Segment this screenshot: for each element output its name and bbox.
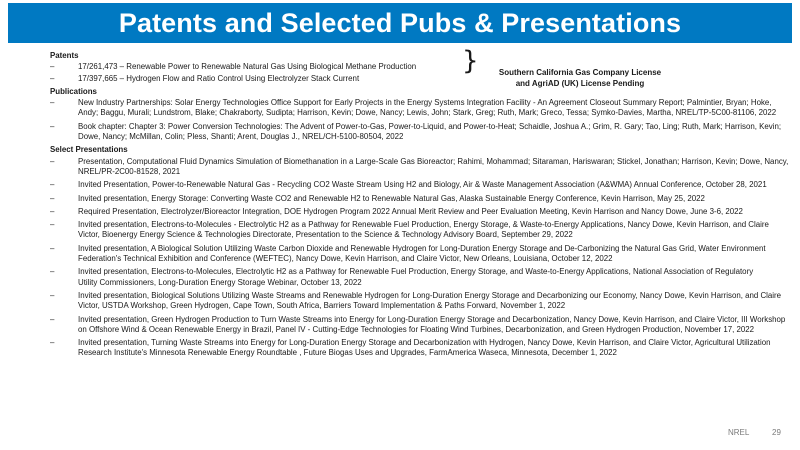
presentation-item (50, 244, 790, 265)
bullet-dash: – (50, 156, 55, 166)
bullet-dash: – (50, 267, 55, 277)
license-line: Southern California Gas Company License (498, 68, 662, 77)
publications-section (50, 87, 790, 142)
page-number: 29 (772, 428, 781, 437)
publication-text: New Industry Partnerships: Solar Energy Technologies Office Support for Early Projects in the Energy Systems Integration Facility - An Agreement Closeout Summary Report; Palmintier, Bryan; Hoke, Andy; Baggu, Murali; Lundstrom, Blake; Chakraborty, Sudipta; Harrison, Kevin; Dowe, Nancy; Lewis, John; Stark, Greg; Ruth, Mark; Greco, Tessa; Symko-Davies, Martha, NREL/TP-5C00-81106, 2022 (78, 98, 777, 118)
slide-title: Patents and Selected Pubs & Presentations (118, 7, 682, 38)
presentation-item (50, 194, 790, 204)
presentation-text: Invited Presentation, Power-to-Renewable Natural Gas - Recycling CO2 Waste Stream Using H2 and Biology, Air & Waste Management Association (A&WMA) Annual Conference, October 28, 2021 (78, 180, 767, 190)
bullet-dash: – (50, 220, 55, 230)
patent-text: 17/261,473 – Renewable Power to Renewable Natural Gas Using Biological Methane Production (78, 62, 417, 72)
presentation-text: Required Presentation, Electrolyzer/Bioreactor Integration, DOE Hydrogen Program 2022 Annual Merit Review and Peer Evaluation Meeting, Kevin Harrison and Nancy Dowe, June 3-6, 2022 (78, 206, 743, 216)
bullet-dash: – (50, 314, 55, 324)
presentation-item (50, 207, 790, 217)
presentation-item (50, 315, 790, 336)
bullet-dash: – (50, 62, 55, 72)
publication-item (50, 122, 790, 143)
patent-text: 17/397,665 – Hydrogen Flow and Ratio Control Using Electrolyzer Stack Current (78, 73, 360, 83)
presentation-item (50, 338, 790, 359)
curly-brace-icon: } (462, 46, 479, 76)
presentation-item (50, 157, 790, 178)
bullet-dash: – (50, 98, 55, 108)
publications-heading: Publications (50, 86, 97, 96)
presentation-text: Presentation, Computational Fluid Dynamics Simulation of Biomethanation in a Large-Scale Gas Bioreactor; Rahimi, Mohammad; Sitaraman, Hariswaran; Stickel, Jonathan; Harrison, Kevin; Dowe, Nancy, NREL/PR-2C00-81528, 2021 (78, 156, 789, 176)
publication-item (50, 98, 790, 119)
presentation-text: Invited presentation, Biological Solutions Utilizing Waste Streams and Renewable Hydrogen for Long-Duration Energy Storage and Decarbonizing our Economy, Nancy Dowe, Kevin Harrison, and Claire Victor, USTDA Workshop, Green Hydrogen, Cape Town, South Africa, Barriers Toward Implementation & Paths Forward, November 1, 2022 (78, 290, 782, 311)
patents-section (50, 46, 790, 88)
presentation-item (50, 291, 790, 312)
presentation-text: Invited presentation, Turning Waste Streams into Energy for Long-Duration Energy Storage and Decarbonization with Hydrogen, Nancy Dowe, Kevin Harrison, and Claire Victor, Agricultural Utilization Research Institute's Minnesota Renewable Energy Roundtable , Future Biogas Uses and Upgrades, FarmAmerica Waseca, Minnesota, December 1, 2022 (78, 338, 771, 358)
patents-heading: Patents (50, 51, 79, 60)
bullet-dash: – (50, 338, 55, 348)
presentation-text: Invited presentation, Green Hydrogen Production to Turn Waste Streams into Energy for Long-Duration Energy Storage and Decarbonization, Nancy Dowe, Kevin Harrison, and Claire Victor, III Workshop on Offshore Wind & Ocean Renewable Energy in Brazil, Panel IV - Cutting-Edge Technologies for Floating Wind Turbines, Decarbonization, and Green Hydrogen Production, November 17, 2022 (78, 314, 786, 334)
bullet-dash: – (50, 206, 55, 216)
bullet-dash: – (50, 121, 55, 131)
bullet-dash: – (50, 180, 55, 190)
presentation-item (50, 220, 790, 241)
presentation-item (50, 267, 790, 288)
footer-org: NREL (728, 428, 750, 437)
license-note (480, 67, 680, 89)
presentation-text: Invited presentation, Electrons-to-Molecules, Electrolytic H2 as a Pathway for Renewable Fuel Production, Energy Storage, and Waste-to-Energy Applications, National Association of Regulatory Utility Commissioners, Long-Duration Energy Storage Webinar, October 13, 2022 (78, 267, 780, 287)
presentations-heading: Select Presentations (50, 145, 128, 155)
publication-text: Book chapter: Chapter 3: Power Conversion Technologies: The Advent of Power-to-Gas, Power-to-Liquid, and Power-to-Heat; Schaidle, Joshua A.; Grim, R. Gary; Tao, Ling; Ruth, Mark; Harrison, Kevin; Dowe, Nancy; McMillan, Colin; Pless, Shanti; Arent, Douglas J., NREL/CH-5100-80504, 2022 (78, 121, 782, 142)
presentation-text: Invited presentation, Electrons-to-Molecules - Electrolytic H2 as a Pathway for Renewable Fuel Production, Energy Storage, & Waste-to-Energy Applications, Nancy Dowe, Kevin Harrison, and Claire Victor, Bioenergy Energy Science & Technologies Directorate, Presentation to the Science & Technology Advisory Board, September 29, 2022 (78, 220, 769, 240)
presentations-section (50, 145, 790, 358)
bullet-dash: – (50, 193, 55, 203)
presentation-text: Invited presentation, Energy Storage: Converting Waste CO2 and Renewable H2 to Renewable Natural Gas, Alaska Sustainable Energy Conference, Kevin Harrison, May 25, 2022 (78, 193, 705, 203)
bullet-dash: – (50, 73, 55, 83)
slide-content (50, 46, 790, 362)
bullet-dash: – (50, 290, 55, 300)
bullet-dash: – (50, 243, 55, 253)
title-banner (8, 3, 792, 43)
presentation-item (50, 180, 790, 190)
presentation-text: Invited presentation, A Biological Solution Utilizing Waste Carbon Dioxide and Renewable Hydrogen for Long-Duration Energy Storage and De-Carbonizing the Natural Gas Grid, Water Environment Federation's Technical Exhibition and Conference (WEFTEC), Nancy Dowe, Kevin Harrison, and Claire Victor, New Orleans, Louisiana, October 12, 2022 (78, 243, 766, 264)
license-line: and AgriAD (UK) License Pending (515, 79, 645, 88)
